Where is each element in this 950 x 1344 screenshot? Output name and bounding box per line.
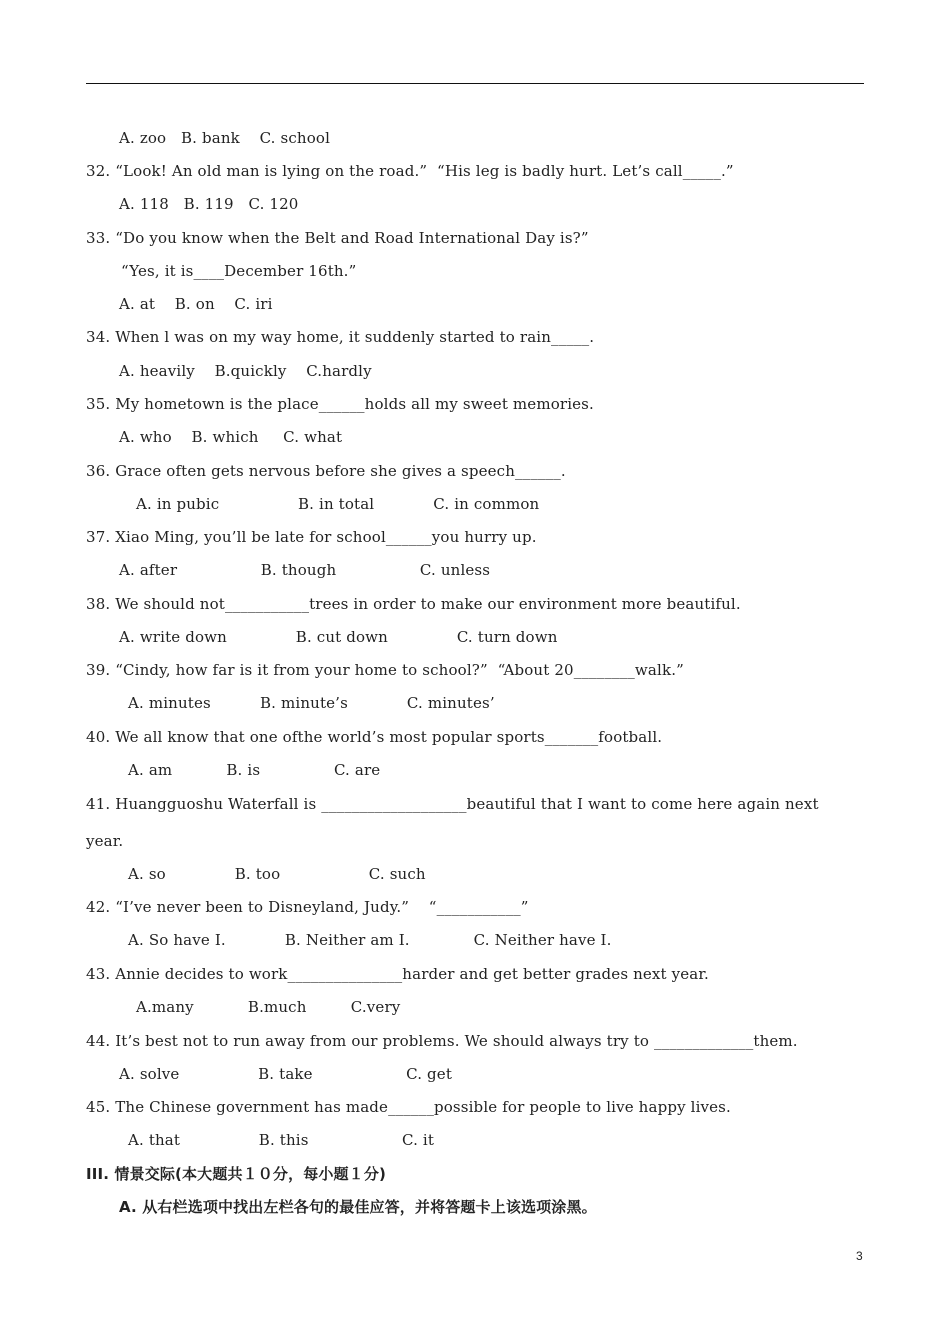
q33-stem-cont: “Yes, it is____December 16th.”	[121, 262, 357, 280]
q45-options: A. that B. this C. it	[128, 1131, 435, 1149]
q41-options: A. so B. too C. such	[128, 865, 426, 883]
header-rule	[86, 83, 864, 84]
q36-stem: 36. Grace often gets nervous before she gives a speech______.	[86, 462, 566, 480]
q38-options: A. write down B. cut down C. turn down	[119, 628, 558, 646]
q42-options: A. So have I. B. Neither am I. C. Neither have I.	[128, 931, 612, 949]
q44-options: A. solve B. take C. get	[119, 1065, 453, 1083]
q35-options: A. who B. which C. what	[119, 428, 343, 446]
q35-stem: 35. My hometown is the place______holds all my sweet memories.	[86, 395, 594, 413]
q36-options: A. in pubic B. in total C. in common	[136, 495, 540, 513]
q34-options: A. heavily B.quickly C.hardly	[119, 362, 372, 380]
q39-stem: 39. “Cindy, how far is it from your home to school?” “About 20________walk.”	[86, 661, 684, 679]
page-number: 3	[856, 1249, 863, 1263]
q41-stem: 41. Huangguoshu Waterfall is ___________________beautiful that I want to come here again next	[86, 795, 819, 813]
section-heading: III. 情景交际(本大题共１０分，每小题１分)	[86, 1165, 386, 1183]
q31-options: A. zoo B. bank C. school	[119, 129, 331, 147]
q43-options: A.many B.much C.very	[136, 998, 401, 1016]
section-instruction: A. 从右栏选项中找出左栏各句的最佳应答，并将答题卡上该选项涂黑。	[119, 1198, 597, 1216]
q39-options: A. minutes B. minute’s C. minutes’	[128, 694, 495, 712]
q42-stem: 42. “I’ve never been to Disneyland, Judy.” “___________”	[86, 898, 529, 916]
q45-stem: 45. The Chinese government has made______possible for people to live happy lives.	[86, 1098, 731, 1116]
q32-stem: 32. “Look! An old man is lying on the road.” “His leg is badly hurt. Let’s call_____.”	[86, 162, 734, 180]
q33-options: A. at B. on C. iri	[119, 295, 273, 313]
q34-stem: 34. When l was on my way home, it suddenly started to rain_____.	[86, 328, 595, 346]
q32-options: A. 118 B. 119 C. 120	[119, 195, 299, 213]
q41-stem-cont: year.	[86, 832, 124, 850]
q37-options: A. after B. though C. unless	[119, 561, 491, 579]
q43-stem: 43. Annie decides to work_______________harder and get better grades next year.	[86, 965, 709, 983]
q44-stem: 44. It’s best not to run away from our problems. We should always try to _____________them.	[86, 1032, 798, 1050]
q37-stem: 37. Xiao Ming, you’ll be late for school______you hurry up.	[86, 528, 537, 546]
q33-stem: 33. “Do you know when the Belt and Road International Day is?”	[86, 229, 589, 247]
q40-stem: 40. We all know that one ofthe world’s most popular sports_______football.	[86, 728, 663, 746]
q38-stem: 38. We should not___________trees in order to make our environment more beautiful.	[86, 595, 741, 613]
q40-options: A. am B. is C. are	[128, 761, 381, 779]
